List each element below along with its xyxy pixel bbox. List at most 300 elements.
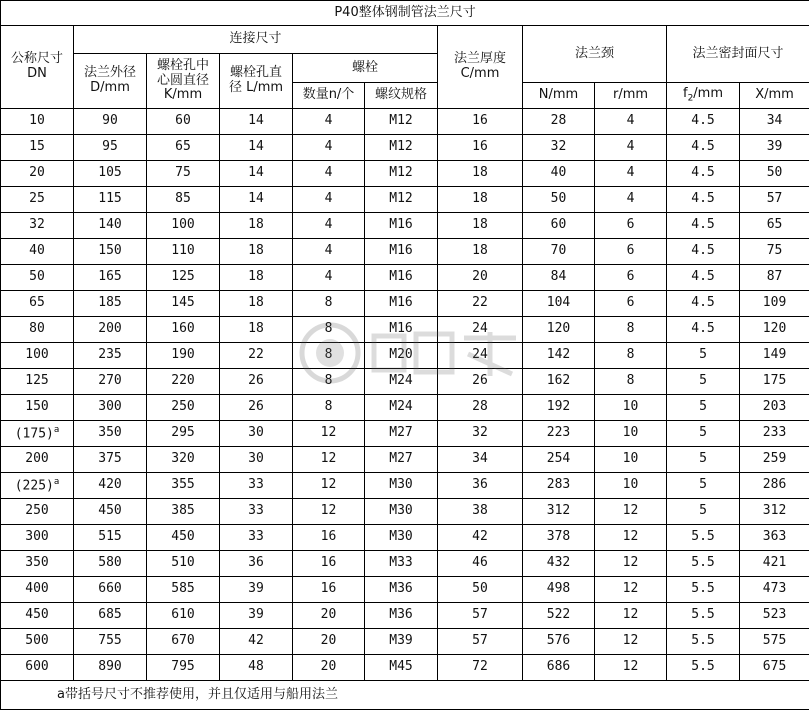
- header-l-line2: 径 L/mm: [229, 80, 283, 95]
- cell-value: 8: [627, 321, 635, 336]
- cell-neck-n: [523, 317, 595, 343]
- cell-value: M16: [389, 243, 412, 258]
- cell-value: 150: [25, 399, 48, 414]
- cell-dn: [1, 187, 74, 213]
- table-row: [1, 265, 809, 291]
- header-outer-diameter: [74, 54, 147, 109]
- cell-bolt-count: [293, 369, 365, 395]
- cell-value: 162: [547, 373, 570, 388]
- cell-outer-diameter: [74, 447, 147, 473]
- cell-neck-r: [595, 551, 667, 577]
- cell-outer-diameter: [74, 161, 147, 187]
- cell-value: 22: [472, 295, 488, 310]
- cell-value: 5: [699, 451, 707, 466]
- cell-dn: [1, 343, 74, 369]
- cell-value: 20: [472, 269, 488, 284]
- cell-neck-n: [523, 447, 595, 473]
- cell-seal-x: [740, 499, 809, 525]
- cell-thickness: [438, 655, 523, 681]
- cell-neck-r: [595, 603, 667, 629]
- cell-outer-diameter: [74, 499, 147, 525]
- cell-value: 75: [175, 165, 191, 180]
- cell-seal-x: [740, 109, 809, 135]
- cell-thread: [365, 317, 438, 343]
- cell-value: 32: [29, 217, 45, 232]
- cell-value: 190: [171, 347, 194, 362]
- cell-value: 16: [321, 581, 337, 596]
- cell-value: 87: [767, 269, 783, 284]
- cell-bolt-hole: [220, 421, 293, 447]
- table-row: [1, 499, 809, 525]
- cell-seal-f2: [667, 291, 740, 317]
- cell-neck-n: [523, 499, 595, 525]
- cell-bolt-circle: [147, 447, 220, 473]
- cell-value: 295: [171, 425, 194, 440]
- cell-value: 36: [248, 555, 264, 570]
- cell-value: 16: [321, 529, 337, 544]
- cell-value: 70: [551, 243, 567, 258]
- cell-value: 42: [472, 529, 488, 544]
- cell-seal-x: [740, 395, 809, 421]
- cell-neck-r: [595, 135, 667, 161]
- cell-value: 498: [547, 581, 570, 596]
- cell-outer-diameter: [74, 395, 147, 421]
- header-r: r/mm: [595, 83, 667, 109]
- table-row: [1, 135, 809, 161]
- cell-value: 10: [623, 477, 639, 492]
- cell-value: 39: [248, 607, 264, 622]
- cell-value: 473: [763, 581, 786, 596]
- table-row: [1, 447, 809, 473]
- cell-value: 8: [627, 347, 635, 362]
- cell-bolt-count: [293, 291, 365, 317]
- cell-value: 120: [547, 321, 570, 336]
- cell-dn: [1, 109, 74, 135]
- cell-value: 105: [98, 165, 121, 180]
- cell-bolt-circle: [147, 551, 220, 577]
- cell-value: 72: [472, 659, 488, 674]
- cell-seal-f2: [667, 317, 740, 343]
- cell-value: 685: [98, 607, 121, 622]
- cell-neck-r: [595, 343, 667, 369]
- cell-thread: [365, 239, 438, 265]
- cell-dn: [1, 499, 74, 525]
- cell-neck-r: [595, 395, 667, 421]
- footnote-mark: a: [54, 477, 59, 487]
- cell-value: M16: [389, 295, 412, 310]
- cell-bolt-count: [293, 499, 365, 525]
- cell-bolt-hole: [220, 525, 293, 551]
- cell-value: 8: [627, 373, 635, 388]
- cell-value: 12: [623, 529, 639, 544]
- cell-value: 5: [699, 425, 707, 440]
- cell-value: 12: [623, 659, 639, 674]
- cell-value: 259: [763, 451, 786, 466]
- cell-value: 12: [623, 633, 639, 648]
- cell-value: 363: [763, 529, 786, 544]
- cell-value: 14: [248, 165, 264, 180]
- cell-thickness: [438, 525, 523, 551]
- cell-bolt-count: [293, 395, 365, 421]
- cell-neck-r: [595, 239, 667, 265]
- cell-value: 100: [171, 217, 194, 232]
- cell-bolt-circle: [147, 291, 220, 317]
- cell-seal-f2: [667, 603, 740, 629]
- cell-seal-f2: [667, 499, 740, 525]
- table-title: P40整体钢制管法兰尺寸: [1, 1, 809, 26]
- cell-value: 40: [29, 243, 45, 258]
- table-row: [1, 109, 809, 135]
- cell-seal-f2: [667, 343, 740, 369]
- cell-value: 6: [627, 217, 635, 232]
- cell-neck-r: [595, 655, 667, 681]
- cell-dn: [1, 525, 74, 551]
- header-flange-thickness: [438, 26, 523, 109]
- cell-value: 450: [98, 503, 121, 518]
- header-d-line1: 法兰外径: [84, 65, 136, 80]
- cell-thread: [365, 187, 438, 213]
- header-f2: [667, 83, 740, 109]
- cell-value: M30: [389, 529, 412, 544]
- cell-outer-diameter: [74, 629, 147, 655]
- cell-value: 18: [472, 243, 488, 258]
- header-bolt-circle: [147, 54, 220, 109]
- cell-seal-x: [740, 525, 809, 551]
- header-f2-sub: 2: [688, 94, 694, 104]
- cell-bolt-count: [293, 447, 365, 473]
- cell-outer-diameter: [74, 421, 147, 447]
- cell-thread: [365, 265, 438, 291]
- cell-thickness: [438, 499, 523, 525]
- cell-seal-x: [740, 447, 809, 473]
- cell-value: 28: [472, 399, 488, 414]
- cell-value: M39: [389, 633, 412, 648]
- cell-value: 522: [547, 607, 570, 622]
- cell-value: M20: [389, 347, 412, 362]
- header-seal: 法兰密封面尺寸: [667, 26, 809, 83]
- cell-bolt-count: [293, 213, 365, 239]
- cell-bolt-hole: [220, 317, 293, 343]
- cell-bolt-count: [293, 603, 365, 629]
- cell-value: 32: [472, 425, 488, 440]
- cell-outer-diameter: [74, 369, 147, 395]
- cell-neck-n: [523, 551, 595, 577]
- cell-value: 4.5: [691, 243, 714, 258]
- cell-value: 39: [767, 139, 783, 154]
- cell-bolt-hole: [220, 499, 293, 525]
- cell-bolt-hole: [220, 629, 293, 655]
- cell-neck-n: [523, 343, 595, 369]
- cell-neck-n: [523, 239, 595, 265]
- cell-neck-r: [595, 317, 667, 343]
- cell-value: M12: [389, 113, 412, 128]
- cell-value: 378: [547, 529, 570, 544]
- header-dn-line1: 公称尺寸: [11, 51, 63, 66]
- cell-seal-x: [740, 187, 809, 213]
- header-l-line1: 螺栓孔直: [230, 65, 282, 80]
- cell-value: 15: [29, 139, 45, 154]
- cell-outer-diameter: [74, 265, 147, 291]
- cell-seal-f2: [667, 629, 740, 655]
- cell-value: 283: [547, 477, 570, 492]
- cell-thread: [365, 525, 438, 551]
- cell-value: 12: [623, 503, 639, 518]
- cell-value: 5.5: [691, 555, 714, 570]
- cell-value: 5: [699, 477, 707, 492]
- cell-value: 585: [171, 581, 194, 596]
- header-thread: 螺纹规格: [365, 83, 438, 109]
- table-footnote: a带括号尺寸不推荐使用，并且仅适用与船用法兰: [1, 681, 809, 710]
- cell-seal-f2: [667, 395, 740, 421]
- cell-value: 110: [171, 243, 194, 258]
- table-row: [1, 655, 809, 681]
- cell-value: 610: [171, 607, 194, 622]
- cell-value: 5: [699, 503, 707, 518]
- cell-value: 40: [551, 165, 567, 180]
- cell-value: 600: [25, 659, 48, 674]
- cell-value: 25: [29, 191, 45, 206]
- cell-bolt-hole: [220, 577, 293, 603]
- cell-value: M16: [389, 269, 412, 284]
- cell-neck-n: [523, 265, 595, 291]
- cell-neck-r: [595, 577, 667, 603]
- cell-value: 200: [98, 321, 121, 336]
- cell-neck-r: [595, 213, 667, 239]
- cell-value: 125: [25, 373, 48, 388]
- cell-value: 300: [98, 399, 121, 414]
- cell-value: 8: [325, 347, 333, 362]
- header-bolt-hole: [220, 54, 293, 109]
- cell-value: M36: [389, 607, 412, 622]
- cell-value: 6: [627, 295, 635, 310]
- cell-value: 5.5: [691, 607, 714, 622]
- cell-value: 8: [325, 295, 333, 310]
- cell-value: 80: [29, 321, 45, 336]
- cell-value: 795: [171, 659, 194, 674]
- cell-value: 12: [321, 503, 337, 518]
- cell-seal-f2: [667, 473, 740, 499]
- cell-value: 223: [547, 425, 570, 440]
- table-row: [1, 161, 809, 187]
- cell-thickness: [438, 317, 523, 343]
- cell-thickness: [438, 109, 523, 135]
- cell-outer-diameter: [74, 239, 147, 265]
- cell-value: 50: [551, 191, 567, 206]
- cell-neck-n: [523, 291, 595, 317]
- cell-thickness: [438, 213, 523, 239]
- cell-value: 28: [551, 113, 567, 128]
- cell-value: M30: [389, 477, 412, 492]
- cell-bolt-hole: [220, 291, 293, 317]
- cell-value: 420: [98, 477, 121, 492]
- cell-value: 60: [551, 217, 567, 232]
- header-k-line2: 心圆直径: [157, 73, 209, 88]
- cell-bolt-count: [293, 265, 365, 291]
- cell-dn: [1, 317, 74, 343]
- cell-value: 32: [551, 139, 567, 154]
- cell-seal-f2: [667, 161, 740, 187]
- cell-dn: [1, 577, 74, 603]
- cell-thickness: [438, 421, 523, 447]
- cell-value: 65: [767, 217, 783, 232]
- cell-bolt-count: [293, 421, 365, 447]
- cell-value: 18: [472, 191, 488, 206]
- cell-outer-diameter: [74, 551, 147, 577]
- cell-value: 14: [248, 139, 264, 154]
- cell-value: 4.5: [691, 165, 714, 180]
- cell-value: 4: [627, 191, 635, 206]
- cell-value: 109: [763, 295, 786, 310]
- cell-bolt-count: [293, 629, 365, 655]
- cell-neck-r: [595, 499, 667, 525]
- cell-value: 4.5: [691, 321, 714, 336]
- cell-value: 145: [171, 295, 194, 310]
- cell-seal-x: [740, 291, 809, 317]
- cell-seal-f2: [667, 213, 740, 239]
- cell-value: 580: [98, 555, 121, 570]
- cell-value: 20: [29, 165, 45, 180]
- cell-dn: [1, 629, 74, 655]
- cell-seal-f2: [667, 577, 740, 603]
- cell-dn: [1, 395, 74, 421]
- cell-thread: [365, 135, 438, 161]
- cell-outer-diameter: [74, 317, 147, 343]
- cell-thickness: [438, 577, 523, 603]
- cell-value: 4: [325, 165, 333, 180]
- cell-value: 20: [321, 607, 337, 622]
- cell-seal-x: [740, 343, 809, 369]
- cell-value: 686: [547, 659, 570, 674]
- header-k-line1: 螺栓孔中: [157, 58, 209, 73]
- cell-value: 235: [98, 347, 121, 362]
- cell-outer-diameter: [74, 655, 147, 681]
- table-row: [1, 395, 809, 421]
- cell-value: 20: [321, 659, 337, 674]
- cell-value: 270: [98, 373, 121, 388]
- cell-value: 5: [699, 347, 707, 362]
- cell-thread: [365, 343, 438, 369]
- cell-dn: [1, 603, 74, 629]
- cell-thickness: [438, 187, 523, 213]
- cell-thread: [365, 395, 438, 421]
- cell-value: 375: [98, 451, 121, 466]
- cell-value: 312: [547, 503, 570, 518]
- cell-value: 320: [171, 451, 194, 466]
- cell-neck-n: [523, 577, 595, 603]
- cell-value: 4: [325, 113, 333, 128]
- cell-bolt-count: [293, 109, 365, 135]
- cell-bolt-circle: [147, 135, 220, 161]
- cell-bolt-count: [293, 187, 365, 213]
- cell-dn: [1, 213, 74, 239]
- cell-neck-n: [523, 525, 595, 551]
- cell-value: 50: [767, 165, 783, 180]
- cell-value: (225): [15, 478, 54, 493]
- table-row: [1, 213, 809, 239]
- cell-thickness: [438, 473, 523, 499]
- cell-value: 26: [248, 399, 264, 414]
- cell-value: 890: [98, 659, 121, 674]
- cell-neck-n: [523, 629, 595, 655]
- cell-value: 4.5: [691, 113, 714, 128]
- cell-value: 104: [547, 295, 570, 310]
- cell-neck-n: [523, 135, 595, 161]
- cell-bolt-count: [293, 525, 365, 551]
- table-row: [1, 629, 809, 655]
- cell-value: 60: [175, 113, 191, 128]
- table-row: [1, 421, 809, 447]
- cell-neck-n: [523, 395, 595, 421]
- header-x: X/mm: [740, 83, 809, 109]
- cell-bolt-circle: [147, 187, 220, 213]
- cell-value: 400: [25, 581, 48, 596]
- cell-bolt-circle: [147, 395, 220, 421]
- cell-value: 755: [98, 633, 121, 648]
- cell-bolt-hole: [220, 343, 293, 369]
- header-dn: [1, 26, 74, 109]
- cell-value: 57: [472, 607, 488, 622]
- cell-value: 576: [547, 633, 570, 648]
- cell-bolt-circle: [147, 265, 220, 291]
- cell-value: 125: [171, 269, 194, 284]
- cell-bolt-circle: [147, 421, 220, 447]
- cell-value: M16: [389, 217, 412, 232]
- cell-value: 33: [248, 477, 264, 492]
- table-row: [1, 369, 809, 395]
- cell-value: 22: [248, 347, 264, 362]
- cell-value: 34: [767, 113, 783, 128]
- cell-thickness: [438, 395, 523, 421]
- cell-thickness: [438, 135, 523, 161]
- cell-bolt-circle: [147, 213, 220, 239]
- cell-thread: [365, 213, 438, 239]
- cell-value: 46: [472, 555, 488, 570]
- cell-value: 34: [472, 451, 488, 466]
- cell-bolt-count: [293, 473, 365, 499]
- table-row: [1, 525, 809, 551]
- cell-value: 200: [25, 451, 48, 466]
- cell-seal-x: [740, 421, 809, 447]
- cell-thickness: [438, 447, 523, 473]
- cell-value: 312: [763, 503, 786, 518]
- cell-value: 250: [171, 399, 194, 414]
- cell-thickness: [438, 603, 523, 629]
- cell-value: 6: [627, 269, 635, 284]
- cell-seal-f2: [667, 109, 740, 135]
- cell-dn: [1, 265, 74, 291]
- cell-seal-f2: [667, 447, 740, 473]
- cell-value: 670: [171, 633, 194, 648]
- cell-value: 5: [699, 373, 707, 388]
- header-c-line1: 法兰厚度: [454, 51, 506, 66]
- cell-value: M27: [389, 451, 412, 466]
- header-c-line2: C/mm: [461, 66, 500, 81]
- cell-value: 26: [248, 373, 264, 388]
- cell-value: 14: [248, 191, 264, 206]
- cell-seal-x: [740, 473, 809, 499]
- cell-bolt-circle: [147, 239, 220, 265]
- cell-thread: [365, 421, 438, 447]
- cell-value: 4: [325, 191, 333, 206]
- cell-bolt-hole: [220, 187, 293, 213]
- cell-dn: [1, 369, 74, 395]
- cell-thickness: [438, 161, 523, 187]
- cell-value: 6: [627, 243, 635, 258]
- cell-value: 192: [547, 399, 570, 414]
- cell-seal-x: [740, 629, 809, 655]
- cell-thread: [365, 577, 438, 603]
- cell-neck-r: [595, 421, 667, 447]
